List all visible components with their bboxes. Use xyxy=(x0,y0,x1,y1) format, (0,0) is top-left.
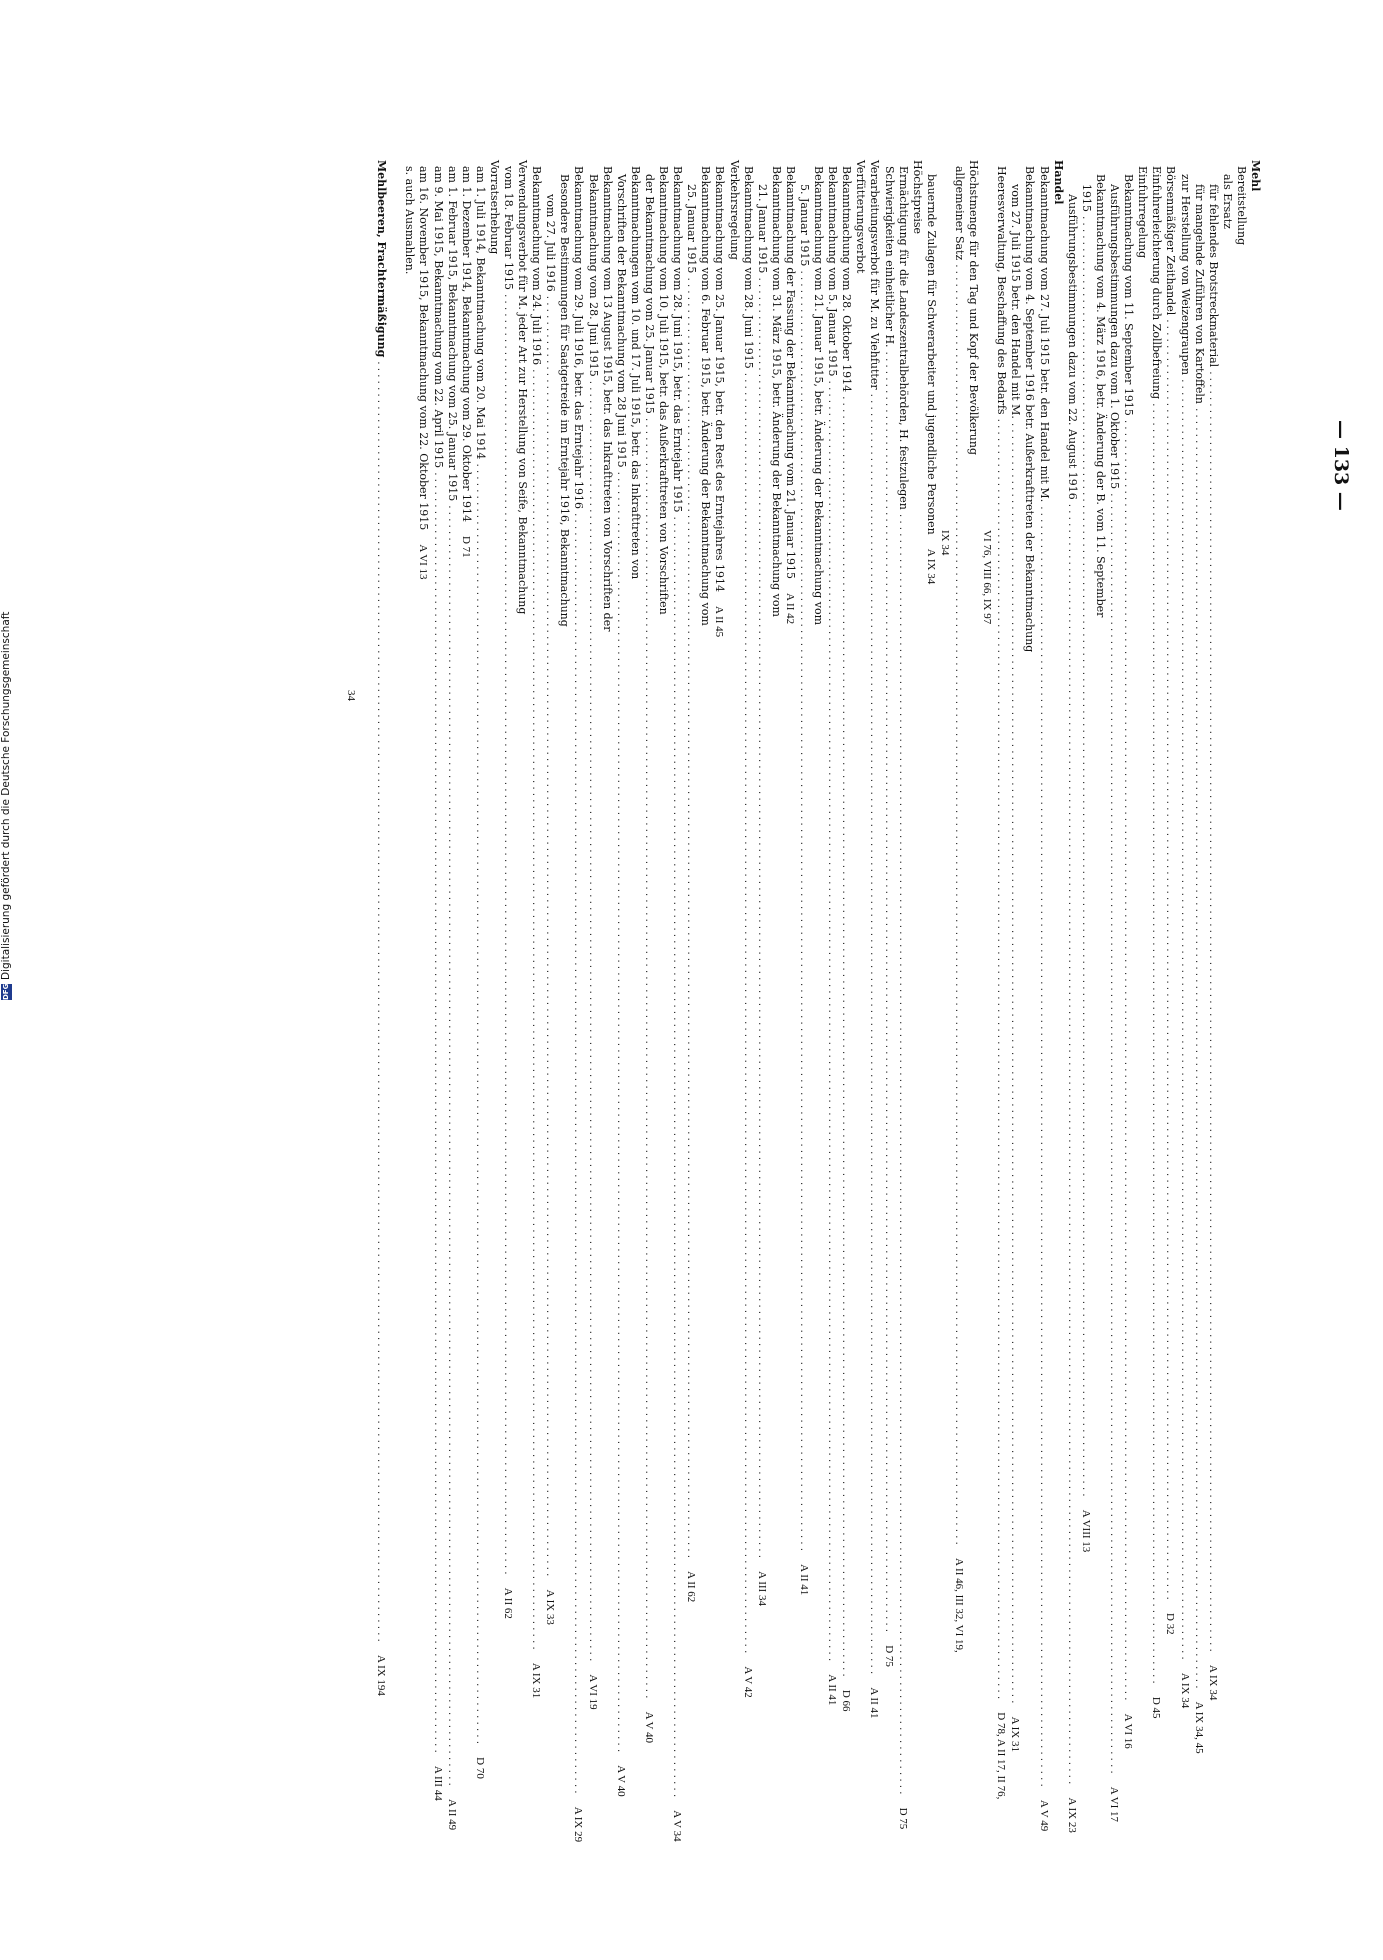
index-entry xyxy=(839,160,854,1712)
entry-text: Ausführungsbestimmungen dazu vom 1. Oktober 1915 xyxy=(1108,184,1122,490)
index-entry xyxy=(1051,160,1065,680)
leader-dots: ........................................................................................................................................................................................................ xyxy=(1206,370,1217,1654)
index-entry xyxy=(1022,160,1036,680)
entry-text: Bekanntmachung vom 10. Juli 1915, betr. das Außerkrafttreten von Vorschriften xyxy=(657,166,671,615)
rotated-page xyxy=(127,160,1352,1843)
leader-dots: ........................................................................................................................................................................................................ xyxy=(530,368,541,1652)
leader-dots: ........................................................................................................................................................................................................ xyxy=(375,360,386,1644)
entry-text: Mehl xyxy=(1249,160,1262,192)
entry-reference: A II 41 xyxy=(868,1687,881,1719)
entry-text: Ermächtigung für die Landeszentralbehörden, H. festzulegen xyxy=(896,166,910,510)
entry-text: Mehlbeeren, Frachtermäßigung xyxy=(375,160,389,358)
entry-text: für fehlendes Brotstreckmaterial xyxy=(1206,184,1220,368)
index-entry xyxy=(656,160,670,680)
entry-text: Höchstpreise xyxy=(910,160,924,235)
leader-dots: ........................................................................................................................................................................................................ xyxy=(1009,421,1020,1706)
index-entry xyxy=(430,160,445,1801)
leader-dots: ........................................................................................................................................................................................................ xyxy=(671,515,682,1800)
index-entry xyxy=(628,160,642,680)
index-entry xyxy=(1220,160,1234,680)
entry-text: vom 27. Juli 1916 xyxy=(544,194,558,292)
index-entry xyxy=(1135,160,1149,680)
entry-reference: A II 41 xyxy=(798,1564,810,1596)
entry-text: vom 18. Februar 1915 xyxy=(502,166,516,290)
entry-text: Bekanntmachung vom 29. Juli 1916, betr. das Erntejahr 1916 xyxy=(572,166,586,509)
entry-text: am 1. Juli 1914, Bekanntmachung vom 20. Mai 1914 xyxy=(473,166,487,460)
entry-text: Vorschriften der Bekanntmachung vom 28 Juni 1915 xyxy=(614,174,628,468)
index-entry xyxy=(416,160,430,680)
index-entry xyxy=(1107,160,1122,1823)
index-entry xyxy=(1079,160,1093,1553)
index-entry xyxy=(402,160,416,680)
entry-text: 1915 xyxy=(1079,184,1093,212)
entry-text: Bekanntmachung vom 25. Januar 1915, betr. den Rest des Erntejahres 1914 xyxy=(713,166,727,592)
footer-number: 34 xyxy=(345,690,357,701)
entry-reference: A V 40 xyxy=(614,1765,627,1797)
index-entry xyxy=(741,160,755,1698)
leader-dots: ........................................................................................................................................................................................................ xyxy=(1150,402,1161,1686)
index-entry xyxy=(783,160,797,680)
index-entry xyxy=(571,160,586,1843)
funding-note xyxy=(0,612,12,1000)
index-entry xyxy=(487,160,501,680)
entry-text: am 1. Dezember 1914, Bekanntmachung vom 29. Oktober 1914 xyxy=(459,166,473,522)
leader-dots: ........................................................................................................................................................................................................ xyxy=(1192,406,1203,1691)
entry-text: Bekanntmachung vom 27. Juli 1915 betr. den Handel mit M. xyxy=(1037,166,1051,503)
entry-text: Börsenmäßiger Zeithandel xyxy=(1164,166,1178,316)
entry-text: Bekanntmachung vom 4. September 1916 betr. Außerkrafttreten der Bekanntmachung xyxy=(1023,166,1037,653)
entry-text: Bekanntmachung vom 28. Juni 1915 xyxy=(741,166,755,369)
leader-dots: ........................................................................................................................................................................................................ xyxy=(995,417,1006,1702)
leader-dots: ........................................................................................................................................................................................................ xyxy=(1164,318,1175,1602)
leader-dots: ........................................................................................................................................................................................................ xyxy=(741,371,752,1656)
index-entry xyxy=(712,160,726,680)
entry-text: bauernde Zulagen für Schwerarbeiter und jugendliche Personen xyxy=(924,174,938,535)
index-entry xyxy=(642,160,656,1743)
index-entry xyxy=(388,160,402,680)
entry-reference: A II 62 xyxy=(502,1587,515,1619)
leader-dots: ........................................................................................................................................................................................................ xyxy=(685,276,696,1561)
index-entry xyxy=(1121,160,1136,1749)
index-entry xyxy=(1149,160,1164,1719)
leader-dots: ........................................................................................................................................................................................................ xyxy=(473,462,484,1747)
entry-reference: A V 42 xyxy=(741,1666,754,1698)
index-entry xyxy=(755,160,769,1606)
entry-reference: D 66 xyxy=(840,1689,853,1712)
leader-dots: ........................................................................................................................................................................................................ xyxy=(1108,492,1119,1776)
leader-dots: ........................................................................................................................................................................................................ xyxy=(882,350,893,1635)
entry-text: am 16. November 1915, Bekanntmachung vom 22. Oktober 1915 xyxy=(417,166,431,531)
index-entry xyxy=(825,160,840,1706)
entry-text: 5. Januar 1915 xyxy=(798,184,811,267)
entry-reference: A II 41 xyxy=(826,1674,839,1706)
entry-text: Ausführungsbestimmungen dazu vom 22. August 1916 xyxy=(1065,194,1079,500)
index-entry xyxy=(1248,160,1262,680)
leader-dots: ........................................................................................................................................................................................................ xyxy=(1065,502,1076,1787)
leader-dots: ........................................................................................................................................................................................................ xyxy=(868,392,879,1677)
entry-text: als Ersatz xyxy=(1220,174,1234,229)
funding-note-text: Digitalisierung gefördert durch die Deutsche Forschungsgemeinschaft xyxy=(0,611,12,980)
leader-dots: ........................................................................................................................................................................................................ xyxy=(953,263,964,1547)
index-entry xyxy=(586,160,600,1710)
entry-text: Bekanntmachung vom 13 August 1915, betr. das Inkrafttreten von Vorschriften der xyxy=(600,166,614,632)
index-entry xyxy=(1037,160,1051,1832)
index-entries xyxy=(374,160,1262,1843)
entry-reference: A II 46, III 32, VI 19, xyxy=(953,1557,966,1653)
leader-dots: ........................................................................................................................................................................................................ xyxy=(572,511,583,1796)
entry-text: Bereitstellung xyxy=(1234,166,1248,246)
entry-text: Bekanntmachung vom 11. September 1915 xyxy=(1122,174,1136,416)
index-entry xyxy=(614,160,628,1797)
entry-text: Bekanntmachung der Fassung der Bekanntmachung vom 21. Januar 1915 xyxy=(783,166,797,579)
entry-reference: A IX 34, 45 xyxy=(1192,1701,1205,1754)
leader-dots: ........................................................................................................................................................................................................ xyxy=(798,269,808,1554)
index-entry xyxy=(473,160,487,1779)
entry-reference: D 71 xyxy=(459,535,472,558)
entry-reference: IX 34 xyxy=(938,530,951,556)
entry-text: Einfuhrregelung xyxy=(1136,166,1150,259)
entry-reference: A VI 17 xyxy=(1108,1786,1121,1823)
leader-dots: ........................................................................................................................................................................................................ xyxy=(1079,215,1090,1499)
entry-reference: A VI 16 xyxy=(1122,1713,1135,1749)
index-entry xyxy=(1008,160,1023,1753)
leader-dots: ........................................................................................................................................................................................................ xyxy=(544,294,555,1579)
leader-dots: ........................................................................................................................................................................................................ xyxy=(502,293,513,1577)
index-entry xyxy=(374,160,389,1696)
entry-text: Bekanntmachung vom 4. März 1916, betr. Änderung der B. vom 11. September xyxy=(1093,174,1107,618)
entry-reference: A II 45 xyxy=(713,606,726,638)
index-entry xyxy=(1177,160,1192,1709)
entry-text: Bekanntmachungen vom 10. und 17. Juli 1915, betr. das Inkrafttreten von xyxy=(628,166,642,580)
entry-text: Verfütterungsverbot xyxy=(854,160,868,274)
entry-text: Bekanntmachung vom 6. Februar 1915, betr. Änderung der Bekanntmachung vom xyxy=(699,166,713,626)
index-entry xyxy=(445,160,459,1831)
index-entry xyxy=(1093,160,1107,680)
index-entry xyxy=(797,160,811,1596)
index-entry xyxy=(1065,160,1079,1833)
entry-reference: A II 49 xyxy=(445,1798,458,1831)
entry-reference: A IX 31 xyxy=(1009,1716,1022,1753)
entry-text: allgemeiner Satz xyxy=(953,166,967,261)
entry-reference: A II 62 xyxy=(685,1571,698,1603)
index-entry xyxy=(501,160,516,1619)
leader-dots: ........................................................................................................................................................................................................ xyxy=(1122,418,1133,1703)
entry-text: vom 27. Juli 1915 betr. den Handel mit M. xyxy=(1009,184,1023,419)
index-entry xyxy=(881,160,896,1667)
entry-text: Vorratserhebung xyxy=(487,160,501,255)
index-entry xyxy=(924,160,938,680)
leader-dots: ........................................................................................................................................................................................................ xyxy=(431,471,442,1755)
index-entry xyxy=(459,160,473,680)
entry-reference: A IX 194 xyxy=(375,1654,388,1696)
index-entry xyxy=(867,160,882,1719)
index-entry xyxy=(910,160,924,680)
index-entry xyxy=(1206,160,1220,1701)
entry-text: Einfuhrerleichterung durch Zollbefreiung xyxy=(1150,166,1164,400)
leader-dots: ........................................................................................................................................................................................................ xyxy=(614,470,625,1755)
entry-text: Verwendungsverbot für M. jeder Art zur Herstellung von Seife, Bekanntmachung xyxy=(516,160,530,615)
entry-text: 25. Januar 1915 xyxy=(685,184,699,274)
entry-reference: D 75 xyxy=(882,1645,895,1667)
index-entry xyxy=(952,160,967,1653)
entry-text: zur Herstellung von Weizengraupen xyxy=(1178,174,1192,376)
entry-text: s. auch Ausmahlen. xyxy=(403,166,417,275)
entry-text: Handel xyxy=(1051,160,1065,205)
index-entry xyxy=(557,160,571,680)
index-entry xyxy=(600,160,614,680)
index-entry xyxy=(994,160,1009,1800)
entry-reference: D 45 xyxy=(1150,1696,1163,1719)
index-entry xyxy=(726,160,740,680)
entry-reference: A VIII 13 xyxy=(1079,1509,1092,1553)
page-number: — 133 — xyxy=(1330,420,1352,511)
index-entry xyxy=(670,160,685,1842)
index-entry xyxy=(1234,160,1248,680)
leader-dots: ........................................................................................................................................................................................................ xyxy=(445,504,456,1788)
entry-reference: A III 44 xyxy=(431,1765,444,1801)
index-entry xyxy=(966,160,980,680)
entry-reference: D 78, A II 17, II 76, xyxy=(995,1712,1008,1800)
entry-reference: A II 42 xyxy=(783,592,796,625)
entry-text: am 9. Mai 1915, Bekanntmachung vom 22. April 1915 xyxy=(431,166,445,469)
index-entry xyxy=(896,160,910,1830)
leader-dots: ........................................................................................................................................................................................................ xyxy=(1178,378,1189,1662)
entry-text: Bekanntmachung vom 21. Januar 1915, betr. Änderung der Bekanntmachung vom xyxy=(812,166,826,626)
index-entry xyxy=(515,160,529,680)
entry-reference: A V 34 xyxy=(671,1810,684,1842)
entry-text: Verkehrsregelung xyxy=(727,160,741,260)
entry-reference: A VI 19 xyxy=(586,1674,599,1710)
entry-reference: A IX 34 xyxy=(1206,1664,1219,1701)
index-entry xyxy=(1163,160,1178,1635)
entry-text: Bekanntmachung vom 28. Oktober 1914 xyxy=(840,166,854,393)
leader-dots: ........................................................................................................................................................................................................ xyxy=(1037,505,1048,1789)
entry-reference: A VI 13 xyxy=(417,544,430,580)
entry-reference: A III 34 xyxy=(755,1571,768,1606)
entry-reference: D 32 xyxy=(1164,1612,1177,1635)
entry-text: Bekanntmachung vom 24. Juli 1916 xyxy=(530,166,544,366)
leader-dots: ........................................................................................................................................................................................................ xyxy=(896,512,907,1797)
leader-dots: ........................................................................................................................................................................................................ xyxy=(840,395,851,1679)
dfg-logo-icon: DFG xyxy=(1,983,10,1000)
entry-reference: A IX 23 xyxy=(1065,1797,1078,1833)
index-entry xyxy=(938,160,952,680)
index-entry xyxy=(529,160,544,1699)
index-entry xyxy=(698,160,712,680)
entry-text: Bekanntmachung vom 5. Januar 1915 xyxy=(826,166,840,377)
entry-reference: D 75 xyxy=(896,1807,909,1830)
leader-dots: ........................................................................................................................................................................................................ xyxy=(586,379,597,1664)
leader-dots: ........................................................................................................................................................................................................ xyxy=(642,416,653,1701)
entry-text: Verarbeitungsverbot für M. zu Viehfutter xyxy=(868,160,882,390)
index-entry xyxy=(980,160,994,680)
entry-reference: A V 40 xyxy=(642,1711,655,1743)
index-entry xyxy=(543,160,558,1625)
entry-text: für mangelnde Zuführen von Kartoffeln xyxy=(1192,184,1206,404)
entry-reference: A IX 33 xyxy=(544,1589,557,1625)
index-entry xyxy=(1192,160,1206,1754)
entry-text: am 1. Februar 1915, Bekanntmachung vom 25. Januar 1915 xyxy=(445,166,459,502)
entry-reference: VI 76, VIII 66, IX 97 xyxy=(981,530,994,625)
entry-reference: A V 49 xyxy=(1037,1799,1050,1832)
leader-dots: ........................................................................................................................................................................................................ xyxy=(755,276,766,1561)
index-entry xyxy=(853,160,867,680)
entry-reference: A IX 34 xyxy=(924,548,937,585)
entry-text: Heeresverwaltung, Beschaffung des Bedarfs xyxy=(995,166,1009,415)
entry-text: Schwierigkeiten einheitlicher H. xyxy=(882,166,896,348)
entry-reference: A IX 34 xyxy=(1178,1672,1191,1709)
index-entry xyxy=(684,160,699,1603)
entry-text: Bekanntmachung vom 28. Juni 1915, betr. das Erntejahr 1915 xyxy=(671,166,685,513)
leader-dots: ........................................................................................................................................................................................................ xyxy=(826,379,837,1664)
entry-text: Besondere Bestimmungen für Saatgetreide im Erntejahr 1916, Bekanntmachung xyxy=(558,174,572,627)
index-entry xyxy=(769,160,783,680)
entry-text: 21. Januar 1915 xyxy=(755,184,769,274)
entry-text: der Bekanntmachung vom 25. Januar 1915 xyxy=(642,174,656,414)
entry-reference: A IX 31 xyxy=(530,1662,543,1699)
index-entry xyxy=(811,160,825,680)
entry-text: Höchstmenge für den Tag und Kopf der Bevölkerung xyxy=(967,160,981,455)
entry-reference: D 70 xyxy=(473,1757,486,1779)
entry-reference: A IX 29 xyxy=(572,1806,585,1843)
entry-text: Bekanntmachung vom 28. Juni 1915 xyxy=(586,174,600,377)
entry-text: Bekanntmachung vom 31. März 1915, betr. Änderung der Bekanntmachung vom xyxy=(769,166,783,617)
